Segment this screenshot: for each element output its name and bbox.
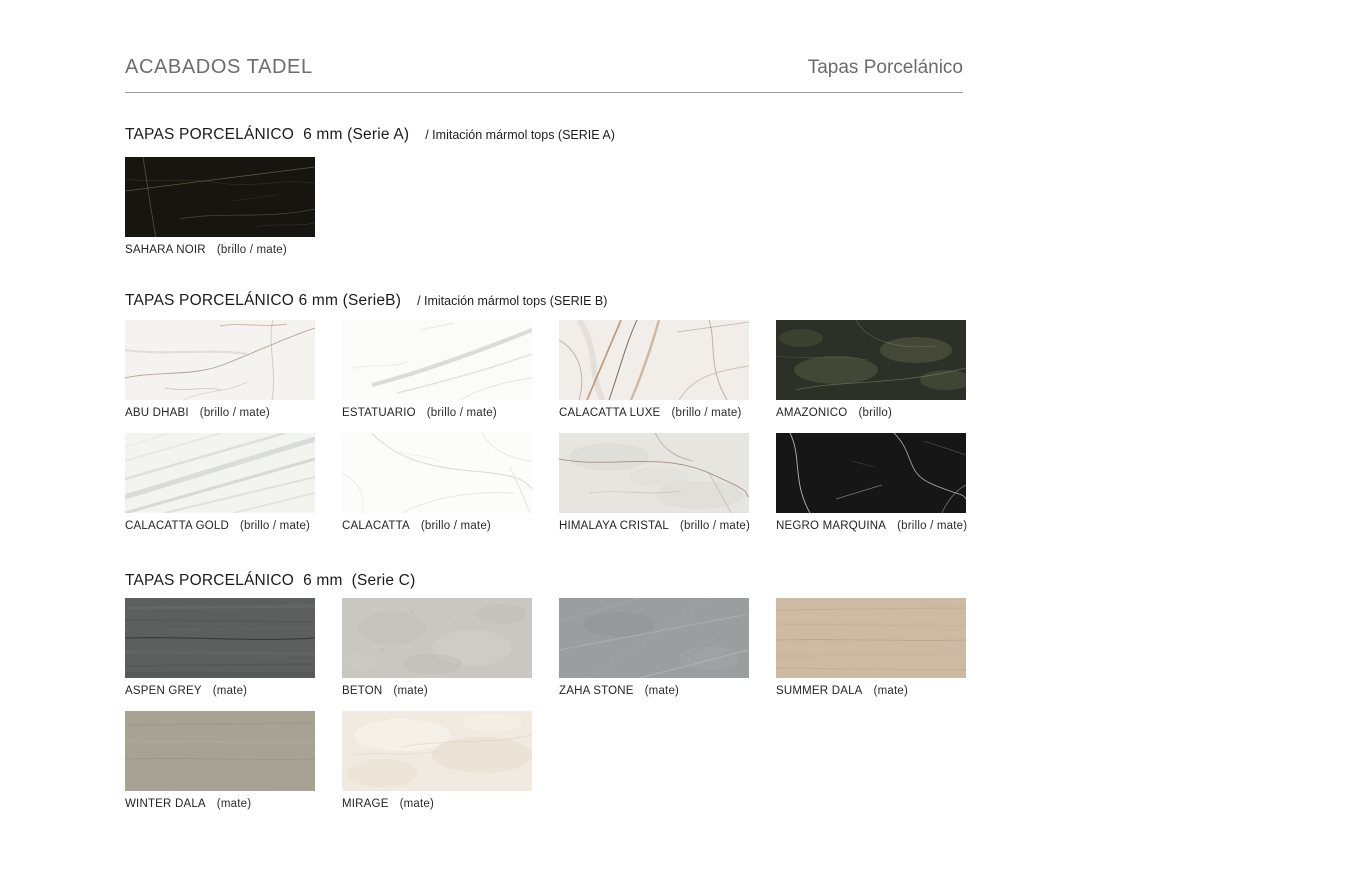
section-serie-b (125, 292, 968, 532)
swatch-label (125, 685, 315, 697)
swatch-finish: (brillo / mate) (216, 244, 287, 256)
swatch-name: MIRAGE (342, 798, 389, 810)
section-serie-a (125, 126, 963, 256)
swatch-cell (559, 598, 749, 697)
swatch-calacatta (342, 433, 532, 513)
page-subtitle: Tapas Porcelánico (807, 57, 963, 78)
swatch-estatuario (342, 320, 532, 400)
swatch-cell (776, 320, 966, 419)
swatch-name: ASPEN GREY (125, 685, 202, 697)
swatch-amazonico (776, 320, 966, 400)
swatch-label (776, 407, 966, 419)
swatch-name: SAHARA NOIR (125, 244, 206, 256)
swatch-abu-dhabi (125, 320, 315, 400)
swatch-cell (342, 711, 532, 810)
calacatta-gold-texture-image (125, 433, 315, 513)
section-serie-a-heading (125, 126, 963, 144)
swatch-calacatta-luxe (559, 320, 749, 400)
swatch-grid-serie-a (125, 157, 963, 256)
swatch-label (776, 520, 966, 532)
swatch-name: AMAZONICO (776, 407, 848, 419)
swatch-label (342, 407, 532, 419)
swatch-label (342, 685, 532, 697)
swatch-beton (342, 598, 532, 678)
swatch-name: CALACATTA LUXE (559, 407, 661, 419)
beton-texture-image (342, 598, 532, 678)
swatch-finish: (mate) (399, 798, 435, 810)
abu-dhabi-texture-image (125, 320, 315, 400)
swatch-name: CALACATTA GOLD (125, 520, 229, 532)
section-title: TAPAS PORCELÁNICO 6 mm (SerieB) (125, 292, 402, 309)
zaha-stone-texture-image (559, 598, 749, 678)
swatch-finish: (brillo / mate) (426, 407, 497, 419)
aspen-grey-texture-image (125, 598, 315, 678)
page-content (125, 0, 968, 810)
swatch-label (125, 244, 315, 256)
swatch-cell (559, 320, 749, 419)
swatch-label (559, 407, 749, 419)
section-serie-b-heading (125, 292, 963, 310)
swatch-finish: (brillo) (858, 407, 892, 419)
swatch-finish: (brillo / mate) (199, 407, 270, 419)
swatch-himalaya-cristal (559, 433, 749, 513)
swatch-grid-serie-c (125, 598, 963, 810)
swatch-label (342, 520, 532, 532)
swatch-name: CALACATTA (342, 520, 410, 532)
swatch-name: ABU DHABI (125, 407, 189, 419)
swatch-label (776, 685, 966, 697)
swatch-cell (125, 433, 315, 532)
swatch-finish: (mate) (216, 798, 252, 810)
swatch-finish: (brillo / mate) (239, 520, 311, 532)
swatch-cell (559, 433, 749, 532)
swatch-cell (776, 433, 966, 532)
swatch-name: ZAHA STONE (559, 685, 634, 697)
swatch-label (125, 798, 315, 810)
swatch-finish: (brillo / mate) (420, 520, 491, 532)
section-title: TAPAS PORCELÁNICO 6 mm (Serie A) (125, 126, 410, 143)
swatch-cell (125, 598, 315, 697)
section-note: / Imitación mármol tops (SERIE B) (417, 294, 608, 308)
swatch-label (125, 520, 315, 532)
swatch-negro-marquina (776, 433, 966, 513)
swatch-cell (125, 320, 315, 419)
swatch-finish: (brillo / mate) (679, 520, 751, 532)
mirage-texture-image (342, 711, 532, 791)
swatch-cell (342, 433, 532, 532)
swatch-name: BETON (342, 685, 383, 697)
calacatta-luxe-texture-image (559, 320, 749, 400)
section-title: TAPAS PORCELÁNICO 6 mm (Serie C) (125, 572, 416, 589)
swatch-aspen-grey (125, 598, 315, 678)
page-title: ACABADOS TADEL (125, 56, 313, 78)
section-serie-c (125, 572, 963, 810)
swatch-name: NEGRO MARQUINA (776, 520, 887, 532)
swatch-grid-serie-b (125, 320, 968, 532)
swatch-name: SUMMER DALA (776, 685, 863, 697)
swatch-finish: (mate) (873, 685, 908, 697)
swatch-label (559, 685, 749, 697)
swatch-finish: (mate) (393, 685, 428, 697)
estatuario-texture-image (342, 320, 532, 400)
swatch-label (342, 798, 532, 810)
swatch-name: ESTATUARIO (342, 407, 416, 419)
negro-marquina-texture-image (776, 433, 966, 513)
swatch-label (559, 520, 749, 532)
swatch-finish: (brillo / mate) (897, 520, 968, 532)
section-serie-c-heading (125, 572, 963, 590)
swatch-sahara-noir (125, 157, 315, 237)
swatch-cell (125, 157, 315, 256)
swatch-cell (125, 711, 315, 810)
winter-dala-texture-image (125, 711, 315, 791)
swatch-finish: (mate) (212, 685, 248, 697)
swatch-zaha-stone (559, 598, 749, 678)
swatch-mirage (342, 711, 532, 791)
swatch-cell (342, 598, 532, 697)
swatch-finish: (mate) (644, 685, 680, 697)
amazonico-texture-image (776, 320, 966, 400)
swatch-cell (776, 598, 966, 697)
section-note: / Imitación mármol tops (SERIE A) (425, 128, 615, 142)
swatch-calacatta-gold (125, 433, 315, 513)
himalaya-cristal-texture-image (559, 433, 749, 513)
swatch-winter-dala (125, 711, 315, 791)
sahara-noir-texture-image (125, 157, 315, 237)
summer-dala-texture-image (776, 598, 966, 678)
swatch-label (125, 407, 315, 419)
swatch-finish: (brillo / mate) (671, 407, 742, 419)
swatch-name: HIMALAYA CRISTAL (559, 520, 669, 532)
page-header (125, 0, 963, 93)
swatch-cell (342, 320, 532, 419)
calacatta-texture-image (342, 433, 532, 513)
swatch-summer-dala (776, 598, 966, 678)
swatch-name: WINTER DALA (125, 798, 206, 810)
